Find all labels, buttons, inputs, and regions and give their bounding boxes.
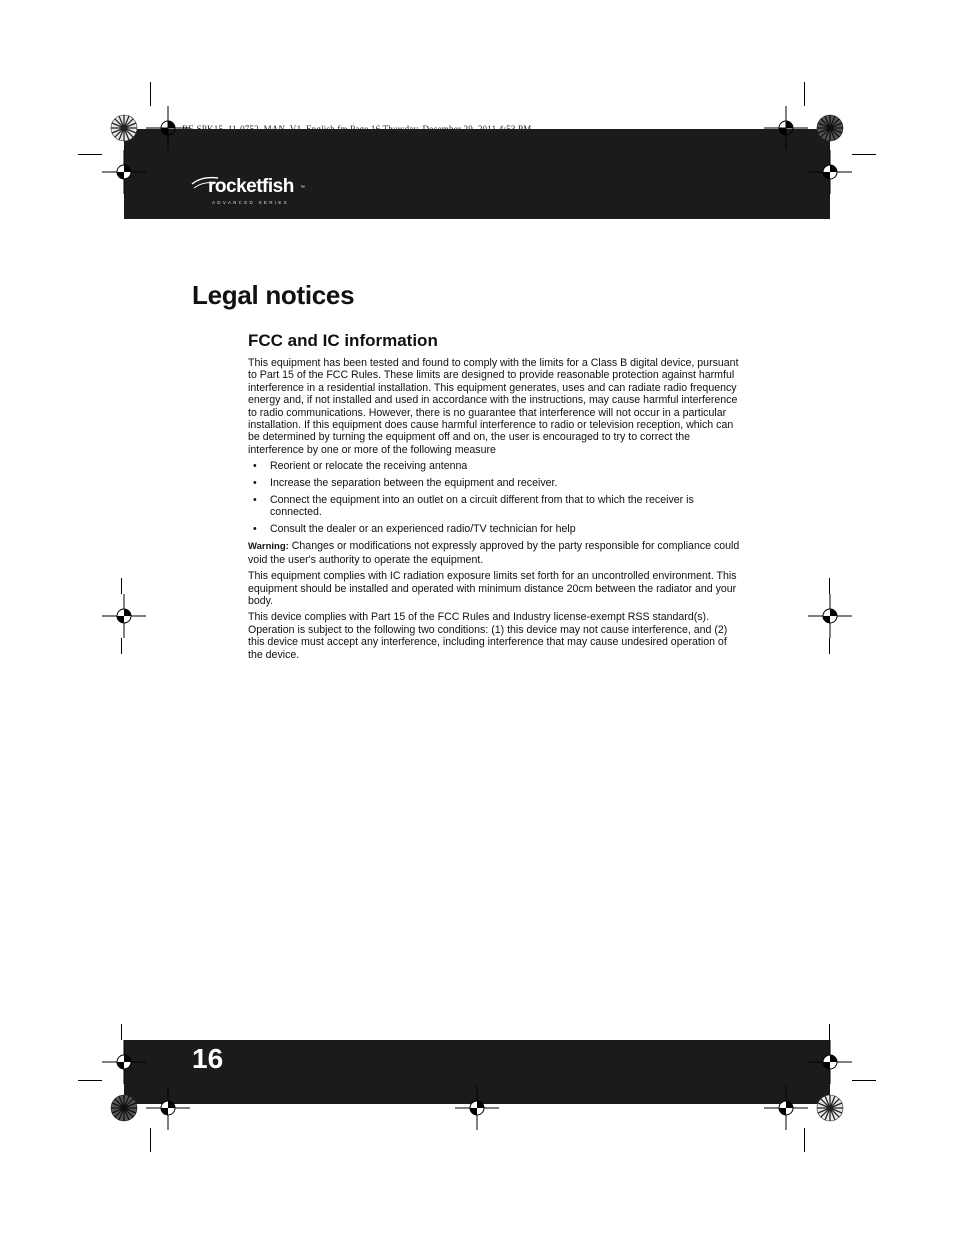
measures-list — [248, 460, 740, 536]
crop-mark — [121, 578, 122, 594]
registration-mark-icon — [808, 150, 852, 194]
registration-mark-icon — [102, 594, 146, 638]
crop-mark — [829, 578, 830, 594]
brand-name: rocketfish — [208, 176, 294, 197]
intro-paragraph: This equipment has been tested and found to comply with the limits for a Class B digital device, pursuant to Part 15 of the FCC Rules. These limits are designed to provide reasonable protection against harmful interference in a residential installation. This equipment generates, uses and can radiate radio frequency energy and, if not installed and used in accordance with the instructions, may cause harmful interference to radio communications. However, there is no guarantee that interference will not occur in a particular installation. If this equipment does cause harmful interference to radio or television reception, which can be determined by turning the equipment off and on, the user is encouraged to try to correct the interference by one or more of the following measure — [248, 357, 739, 456]
list-item — [248, 523, 740, 535]
registration-mark-icon — [764, 1086, 808, 1130]
color-wheel-icon — [110, 1094, 138, 1122]
bullet-icon: • — [253, 523, 257, 536]
crop-mark — [78, 1080, 102, 1081]
registration-mark-icon — [102, 1040, 146, 1084]
crop-mark — [150, 1128, 151, 1152]
crop-mark — [829, 1024, 830, 1040]
crop-mark — [78, 154, 102, 155]
section-body — [248, 357, 740, 665]
list-item-text: Reorient or relocate the receiving antenna — [270, 460, 468, 473]
brand-logo — [190, 170, 310, 210]
warning-text: Changes or modifications not expressly approved by the party responsible for compliance could void the user's authority to operate the equipment. — [248, 540, 740, 566]
color-wheel-icon — [110, 114, 138, 142]
bullet-icon: • — [253, 494, 257, 507]
list-item — [248, 460, 740, 472]
section-heading: FCC and IC information — [248, 331, 438, 350]
crop-mark — [829, 638, 830, 654]
registration-mark-icon — [808, 1040, 852, 1084]
registration-mark-icon — [764, 106, 808, 150]
registration-mark-icon — [455, 1086, 499, 1130]
list-item-text: Consult the dealer or an experienced radio/TV technician for help — [270, 523, 576, 536]
list-item — [248, 494, 740, 519]
registration-mark-icon — [146, 1086, 190, 1130]
crop-mark — [852, 154, 876, 155]
color-wheel-icon — [816, 114, 844, 142]
registration-mark-icon — [808, 594, 852, 638]
rss-paragraph: This device complies with Part 15 of the FCC Rules and Industry license-exempt RSS standard(s). Operation is subject to the following two conditions: (1) this device may not cause interference, and (2) this device must accept any interference, including interference that may cause undesired operation of the device. — [248, 611, 728, 661]
registration-mark-icon — [102, 150, 146, 194]
color-wheel-icon — [816, 1094, 844, 1122]
list-item-text: Connect the equipment into an outlet on a circuit different from that to which the receiver is connected. — [270, 494, 694, 519]
ic-exposure-paragraph: This equipment complies with IC radiation exposure limits set forth for an uncontrolled environment. This equipment should be installed and operated with minimum distance 20cm between the radiator and your body. — [248, 570, 737, 607]
crop-mark — [852, 1080, 876, 1081]
crop-mark — [804, 82, 805, 106]
list-item-text: Increase the separation between the equipment and receiver. — [270, 477, 558, 490]
crop-mark — [150, 82, 151, 106]
crop-mark — [121, 638, 122, 654]
list-item — [248, 477, 740, 489]
bullet-icon: • — [253, 477, 257, 490]
crop-mark — [121, 1024, 122, 1040]
warning-paragraph — [248, 540, 740, 566]
page-title: Legal notices — [192, 280, 355, 310]
print-slug: RF-SPK15_11-0752_MAN_V1_English.fm Page 16 Thursday, December 29, 2011 4:53 PM — [182, 124, 532, 134]
bullet-icon: • — [253, 460, 257, 473]
warning-label: Warning: — [248, 541, 289, 553]
registration-mark-icon — [146, 106, 190, 150]
crop-mark — [804, 1128, 805, 1152]
brand-trademark: ™ — [300, 185, 305, 191]
brand-tagline: ADVANCED SERIES — [212, 200, 289, 205]
page-number: 16 — [192, 1043, 224, 1074]
